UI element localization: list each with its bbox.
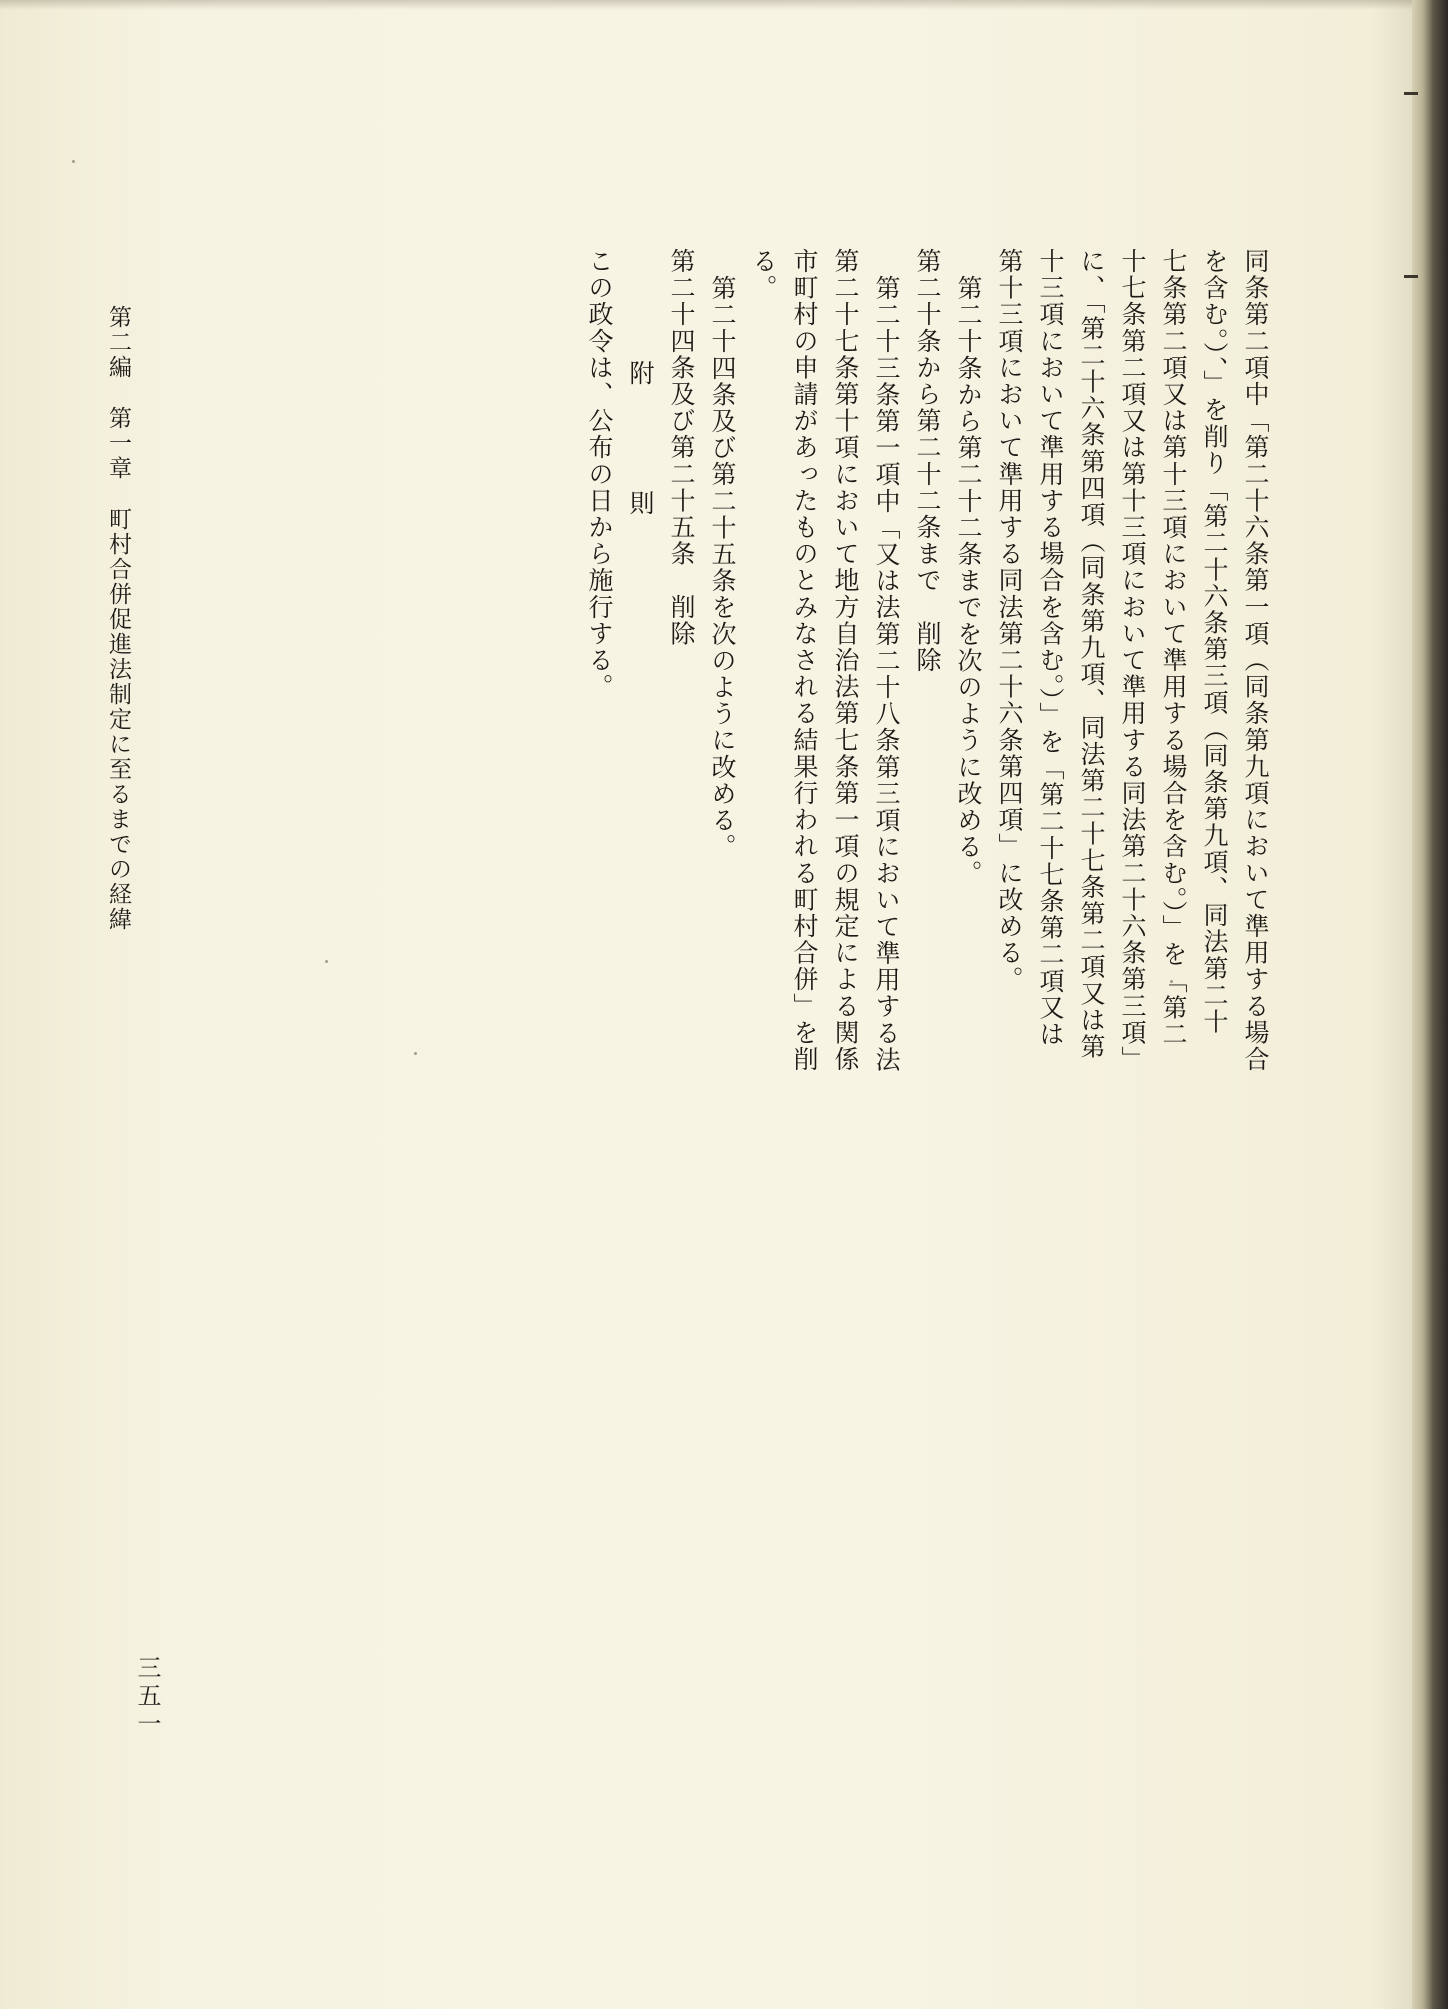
body-line: を含む。）、」を削り「第二十六条第三項（同条第九項、同法第二十 bbox=[1200, 248, 1229, 1036]
running-header bbox=[104, 305, 132, 932]
page-number: 三五一 bbox=[133, 1655, 161, 1739]
body-line: 七条第二項又は第十三項において準用する場合を含む。）」を「第二 bbox=[1159, 248, 1188, 1048]
body-line: この政令は、公布の日から施行する。 bbox=[585, 248, 614, 701]
body-line: 第二十四条及び第二十五条 削除 bbox=[667, 248, 696, 647]
body-line: 第二十条から第二十二条まで 削除 bbox=[913, 248, 942, 674]
running-header-title: 町村合併促進法制定に至るまでの経緯 bbox=[105, 507, 131, 932]
body-line: 第二十三条第一項中「又は法第二十八条第三項において準用する法 bbox=[872, 275, 901, 1073]
dust-speck bbox=[72, 160, 75, 163]
body-line: 第十三項において準用する同法第二十六条第四項」に改める。 bbox=[995, 248, 1024, 993]
body-text bbox=[579, 248, 1276, 1258]
body-line: 十七条第二項又は第十三項において準用する同法第二十六条第三項」 bbox=[1118, 248, 1147, 1073]
body-line: に、「第二十六条第四項（同条第九項、同法第二十七条第二項又は第 bbox=[1077, 248, 1106, 1061]
body-line: 第二十七条第十項において地方自治法第七条第一項の規定による関係 bbox=[831, 248, 860, 1073]
top-shadow bbox=[0, 0, 1448, 10]
body-line: 第二十条から第二十二条までを次のように改める。 bbox=[954, 275, 983, 887]
scan-edge bbox=[1412, 0, 1448, 2009]
edge-mark bbox=[1404, 92, 1418, 95]
running-header-chapter: 第一章 bbox=[105, 406, 131, 481]
dust-speck bbox=[414, 1052, 417, 1055]
body-line: 市町村の申請があったものとみなされる結果行われる町村合併」を削 bbox=[790, 248, 819, 1073]
page-fold-shadow bbox=[1372, 0, 1412, 2009]
dust-speck bbox=[325, 960, 328, 963]
body-line: る。 bbox=[749, 248, 778, 302]
body-line: 第二十四条及び第二十五条を次のように改める。 bbox=[708, 275, 737, 861]
supplementary-provisions-heading: 附 則 bbox=[626, 360, 655, 555]
running-header-part: 第二編 bbox=[105, 305, 131, 380]
edge-mark bbox=[1404, 275, 1418, 278]
body-line: 同条第二項中「第二十六条第一項（同条第九項において準用する場合 bbox=[1241, 248, 1270, 1073]
body-line: 十三項において準用する場合を含む。）」を「第二十七条第二項又は bbox=[1036, 248, 1065, 1048]
